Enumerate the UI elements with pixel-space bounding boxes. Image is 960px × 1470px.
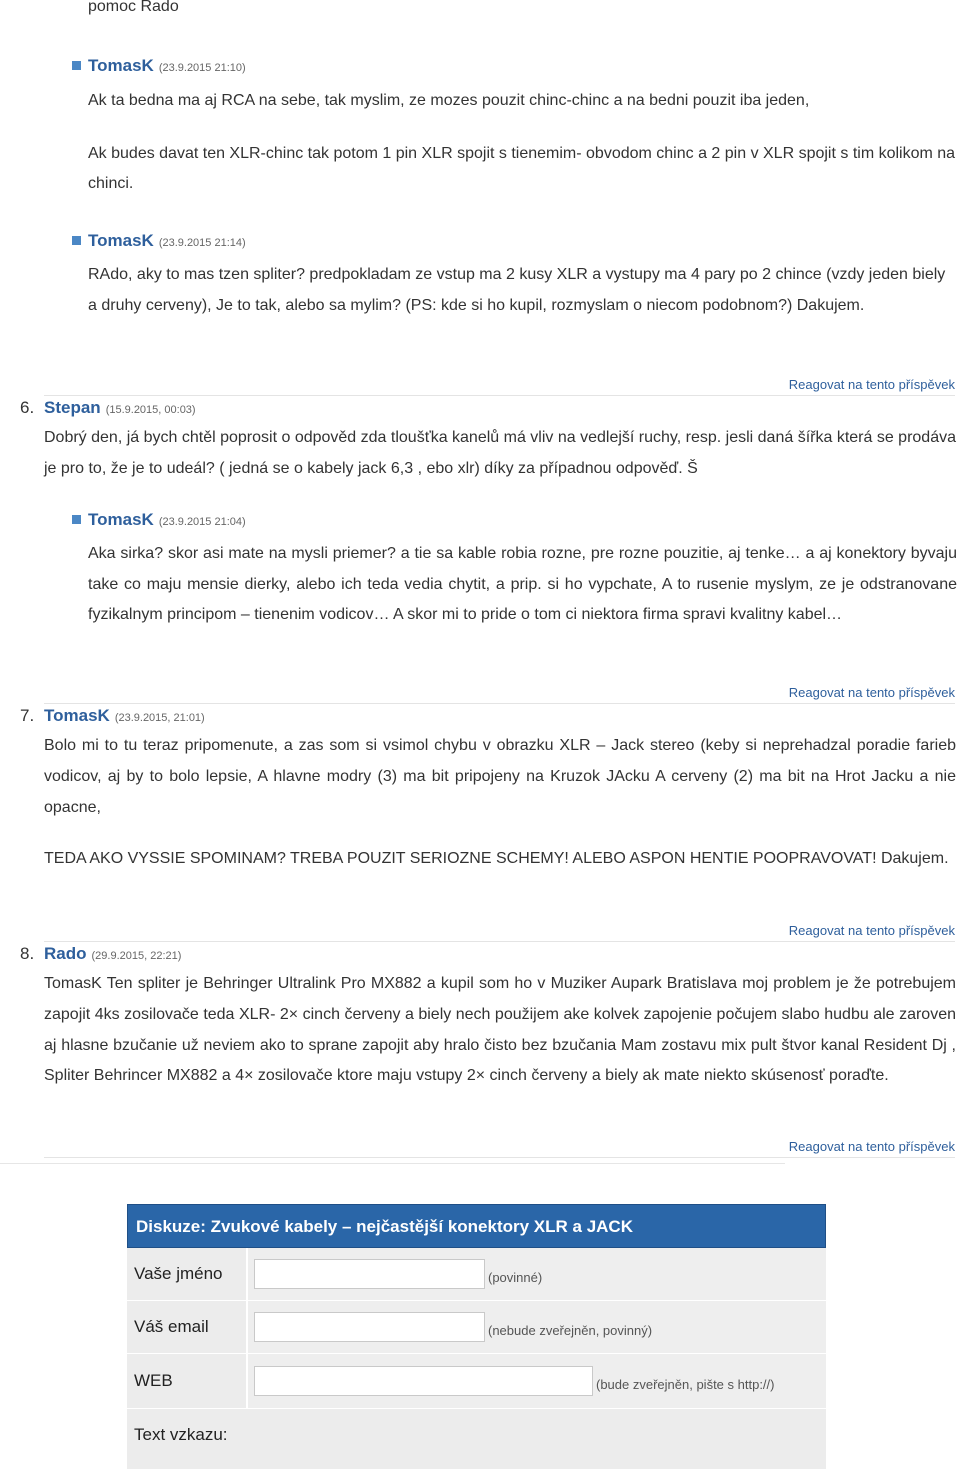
reply-date: (23.9.2015 21:04) — [158, 516, 246, 528]
reply-to-post-link[interactable]: Reagovat na tento příspěvek — [788, 923, 955, 938]
comment-number: 8. — [20, 944, 35, 963]
comment-paragraph: Bolo mi to tu teraz pripomenute, a zas som si vsimol chybu v obrazku XLR – Jack stereo (keby si neprehadzal poradie farieb vodicov, aj by to bolo lepsie, A hlavne modry (3) ma bit pripojeny na Kruzok JAcku A cerveny (2) ma bit na Hrot Jacku a nie opacne, — [44, 737, 956, 816]
form-row-message — [127, 1409, 826, 1470]
comment-paragraph: TomasK Ten spliter je Behringer Ultralink Pro MX882 a kupil som ho v Muziker Aupark Bratislava moj problem je že potrebujem zapojit 4ks zosilovače teda XLR- 2× cinch červeny a biely nech použijem ake kolvek zapojenie počujem slabo hudbu ale zaroven aj hlasne bzučanie už neviem ako to sprane zapojit aby hralo čisto bez bzučania Mam zostavu mix pult štvor kanal Resident Dj , Spliter Behrincer MX882 a 4× zosilovače ktore maju vstupy 2× cinch červeny a biely ak mate niekto skúsenosť poraďte. — [44, 975, 956, 1085]
comment-author: Rado — [44, 944, 87, 963]
message-label: Text vzkazu: — [127, 1409, 826, 1469]
comment-date: (23.9.2015, 21:01) — [114, 712, 205, 724]
reply-paragraph: Ak budes davat ten XLR-chinc tak potom 1 pin XLR spojit s tienemim- obvodom chinc a 2 pin v XLR spojit s tim kolikom na chinci. — [88, 144, 956, 192]
email-label: Váš email — [127, 1301, 248, 1353]
form-title: Diskuze: Zvukové kabely – nejčastější konektory XLR a JACK — [127, 1204, 826, 1248]
web-hint: (bude zveřejněn, pište s http://) — [596, 1376, 775, 1392]
comment-author: Stepan — [44, 398, 101, 417]
comment-item — [20, 398, 956, 485]
bullet-icon — [72, 61, 81, 70]
name-input[interactable] — [254, 1259, 485, 1289]
comment-author: TomasK — [44, 706, 110, 725]
comment-paragraph: Dobrý den, já bych chtěl poprosit o odpověd zda tloušťka kanelů má vliv na vedlejší ruchy, resp. jesli daná šířka která se prodáva je pro to, že je to udeál? ( jedná se o kabely jack 6,3 , ebo xlr) díky za případnou odpověď. Š — [44, 429, 956, 477]
reply-paragraph: Ak ta bedna ma aj RCA na sebe, tak myslim, ze mozes pouzit chinc-chinc a na bedni pouzit iba jeden, — [88, 92, 810, 109]
form-row-email — [127, 1301, 826, 1354]
email-hint: (nebude zveřejněn, povinný) — [488, 1322, 653, 1338]
reply-author: TomasK — [88, 56, 154, 75]
reply-link-row — [44, 1138, 955, 1158]
intro-text: pomoc Rado — [88, 0, 179, 15]
section-divider — [0, 1163, 785, 1164]
reply-item — [72, 56, 957, 200]
comment-item — [20, 706, 956, 875]
comment-date: (15.9.2015, 00:03) — [105, 404, 196, 416]
reply-link-row — [44, 922, 955, 942]
reply-date: (23.9.2015 21:14) — [158, 237, 246, 249]
bullet-icon — [72, 236, 81, 245]
comment-paragraph: TEDA AKO VYSSIE SPOMINAM? TREBA POUZIT SERIOZNE SCHEMY! ALEBO ASPON HENTIE POOPRAVOVAT! Dakujem. — [44, 850, 949, 868]
reply-date: (23.9.2015 21:10) — [158, 62, 246, 74]
name-hint: (povinné) — [488, 1269, 543, 1285]
comment-number: 6. — [20, 398, 35, 417]
web-label: WEB — [127, 1354, 248, 1408]
web-input[interactable] — [254, 1366, 593, 1396]
reply-link-row — [44, 376, 955, 396]
form-row-name — [127, 1248, 826, 1301]
reply-paragraph: RAdo, aky to mas tzen spliter? predpokladam ze vstup ma 2 kusy XLR a vystupy ma 4 pary po 2 chince (vzdy jeden biely a druhy cerveny), Je to tak, alebo sa mylim? (PS: kde si ho kupil, rozmyslam o niecom podobnom?) Dakujem. — [88, 266, 946, 314]
bullet-icon — [72, 515, 81, 524]
reply-item — [72, 510, 957, 631]
reply-paragraph: Aka sirka? skor asi mate na mysli priemer? a tie sa kable robia rozne, pre rozne pouzitie, aj tenke… a aj konektory byvaju take co maju mensie dierky, alebo ich teda vedia chytit, a prip. si ho vypchate, A to rusenie myslym, ze je odstranovane fyzikalnym principom – tienenim vodicov… A skor mi to pride o tom ci niektora firma spravi kvalitny kabel… — [88, 545, 957, 623]
comment-number: 7. — [20, 706, 35, 725]
reply-to-post-link[interactable]: Reagovat na tento příspěvek — [788, 377, 955, 392]
reply-author: TomasK — [88, 510, 154, 529]
comment-date: (29.9.2015, 22:21) — [91, 950, 182, 962]
reply-link-row — [44, 684, 955, 704]
reply-to-post-link[interactable]: Reagovat na tento příspěvek — [788, 1139, 955, 1154]
email-input[interactable] — [254, 1312, 485, 1342]
reply-author: TomasK — [88, 231, 154, 250]
reply-item — [72, 231, 957, 321]
name-label: Vaše jméno — [127, 1248, 248, 1300]
form-row-web — [127, 1354, 826, 1409]
comment-form — [127, 1204, 826, 1470]
reply-to-post-link[interactable]: Reagovat na tento příspěvek — [788, 685, 955, 700]
comment-item — [20, 944, 956, 1092]
